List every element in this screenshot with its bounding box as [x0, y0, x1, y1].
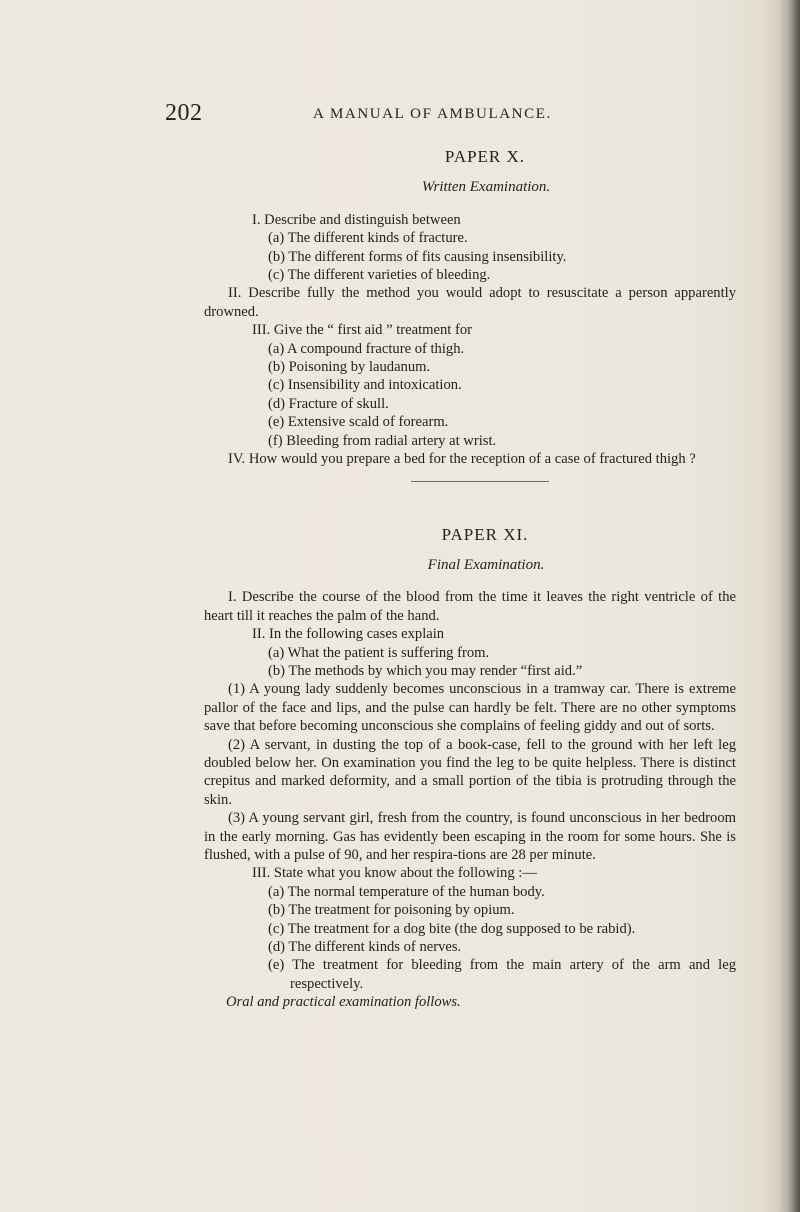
paper-xi-q3-item-c: (c) The treatment for a dog bite (the dog supposed to be rabid).: [268, 920, 636, 937]
paper-x-q3-item-f: (f) Bleeding from radial artery at wrist.: [268, 432, 497, 449]
paper-x-subtitle: Written Examination.: [421, 179, 551, 196]
paper-xi-q2-item-a: (a) What the patient is suffering from.: [268, 644, 490, 661]
paper-xi-q3-item-a: (a) The normal temperature of the human body.: [268, 883, 545, 900]
page-number: 202: [165, 100, 203, 126]
running-title: A MANUAL OF AMBULANCE.: [313, 106, 552, 122]
paper-xi-question-1: I. Describe the course of the blood from the time it leaves the right ventricle of the heart till it reaches the palm of the hand.: [204, 589, 736, 624]
paper-xi-case-3: (3) A young servant girl, fresh from the country, is found unconscious in her bedroom in the early morning. Gas has evidently been escaping in the room for some hours. She is flushed, with a pulse of 90, and her respira-tions are 28 per minute.: [204, 810, 736, 863]
paper-x-question-2: II. Describe fully the method you would adopt to resuscitate a person apparently drowned.: [204, 285, 736, 320]
paper-x-q3-item-c: (c) Insensibility and intoxication.: [268, 377, 462, 394]
paper-xi-question-3: III. State what you know about the following :—: [252, 865, 537, 882]
paper-x-q3-item-a: (a) A compound fracture of thigh.: [268, 340, 465, 357]
paper-x-q1-item-b: (b) The different forms of fits causing insensibility.: [268, 248, 567, 265]
page-binding-shadow: [778, 0, 800, 1212]
paper-x-question-3: III. Give the “ first aid ” treatment for: [252, 322, 473, 339]
paper-x-q1-item-c: (c) The different varieties of bleeding.: [268, 267, 491, 284]
paper-x-q3-item-d: (d) Fracture of skull.: [268, 395, 389, 412]
paper-xi-closing-note: Oral and practical examination follows.: [226, 994, 461, 1011]
paper-xi-q3-item-b: (b) The treatment for poisoning by opium.: [268, 902, 515, 919]
page-header: [165, 100, 765, 128]
section-divider: [411, 481, 549, 482]
paper-x-q3-item-b: (b) Poisoning by laudanum.: [268, 359, 431, 376]
paper-x-title: PAPER X.: [444, 147, 526, 166]
paper-xi-q3-item-e: (e) The treatment for bleeding from the main artery of the arm and leg respectively.: [268, 957, 736, 992]
paper-xi-case-1: (1) A young lady suddenly becomes unconscious in a tramway car. There is extreme pallor of the face and lips, and the pulse can hardly be felt. There are no other symptoms save that before becoming unconscious she complains of feeling giddy and out of sorts.: [204, 681, 736, 735]
paper-xi-subtitle: Final Examination.: [427, 556, 545, 573]
paper-xi-case-2: (2) A servant, in dusting the top of a book-case, fell to the ground with her left leg doubled below her. On examination you find the leg to be quite helpless. There is distinct crepitus and marked deformity, and a small portion of the tibia is protruding through the skin.: [204, 736, 736, 808]
paper-x-q3-item-e: (e) Extensive scald of forearm.: [268, 414, 449, 431]
paper-xi-q2-item-b: (b) The methods by which you may render “first aid.”: [268, 662, 583, 679]
paper-x-question-4: IV. How would you prepare a bed for the reception of a case of fractured thigh ?: [228, 451, 696, 468]
paper-x-q1-item-a: (a) The different kinds of fracture.: [268, 230, 468, 247]
page-content: [204, 147, 736, 1012]
paper-xi-q3-item-d: (d) The different kinds of nerves.: [268, 939, 462, 956]
paper-xi-title: PAPER XI.: [441, 524, 529, 544]
paper-x-question-1: I. Describe and distinguish between: [252, 211, 461, 228]
paper-xi-question-2: II. In the following cases explain: [252, 626, 445, 643]
